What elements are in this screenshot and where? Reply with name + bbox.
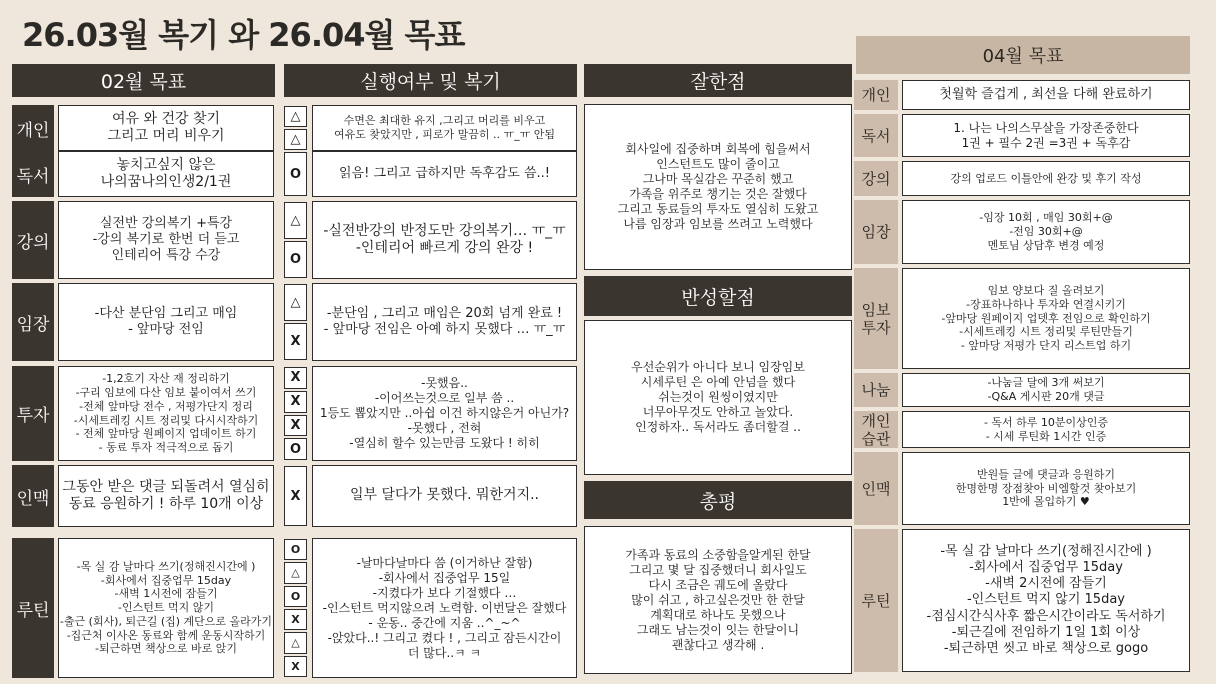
status-mark: X (284, 391, 307, 413)
review-text: -날마다날마다 씀 (이거하난 잘함) -회사에서 집중업무 15일 -지켰다가 보다 기절했다 … -인스턴트 먹지않으려 노력함. 이번달은 잘했다 - 운동.. 중간에 지움 ..^_~^ -앉았다..! 그리고 켰다 ! , 그리고 잠든시간이 더 많다..ㅋ ㅋ (312, 538, 577, 678)
good-text: 회사일에 집중하며 회복에 힘을써서 인스턴트도 많이 줄이고 그나마 목실감은 꾸준히 했고 가족을 위주로 챙기는 것은 잘했다 그리고 동료들의 투자도 열심히 도왔고 나름 임장과 임보를 쓰려고 노력했다 (584, 104, 852, 270)
review-text: 수면은 최대한 유지 ,그리고 머리를 비우고 여유도 찾았지만 , 피로가 말끔히 .. ㅠ_ㅠ 안됨 (312, 105, 577, 151)
status-mark: O (284, 241, 307, 278)
status-mark: X (284, 656, 307, 677)
next-category-label: 개인 습관 (854, 411, 898, 448)
review-text: -분단임 , 그리고 매임은 20회 넘게 완료 ! - 앞마당 전임은 아예 하지 못했다 … ㅠ_ㅠ (312, 283, 577, 361)
next-category-label: 인맥 (854, 452, 898, 525)
header-good: 잘한점 (584, 64, 852, 97)
next-goal-text: 첫월학 즐겁게 , 최선을 다해 완료하기 (902, 80, 1190, 110)
status-mark: O (284, 539, 307, 560)
goal-text: -다산 분단임 그리고 매임 - 앞마당 전임 (58, 283, 274, 361)
next-category-label: 임보 투자 (854, 268, 898, 369)
next-goal-text: 1. 나는 나의스무살을 가장존중한다 1권 + 필수 2권 =3권 + 독후감 (902, 114, 1190, 157)
category-label: 루틴 (12, 538, 54, 678)
category-label: 개인 (12, 105, 54, 151)
next-goal-text: 반원들 글에 댓글과 응원하기 한명한명 장점찾아 비엠할것 찾아보기 1반에 몰입하기 ♥ (902, 452, 1190, 525)
goal-text: -1,2호기 자산 재 정리하기 -구리 임보에 다산 임보 붙이여서 쓰기 -전체 앞마당 전수 , 저평가단지 정리 -시세트레킹 시트 정리및 다시시작하기 - 전체 앞마당 원페이지 업데이트 하기 - 동료 투자 적극적으로 돕기 (58, 366, 274, 461)
next-goal-text: -나눔글 달에 3개 써보기 -Q&A 게시판 20개 댓글 (902, 373, 1190, 407)
next-category-label: 독서 (854, 114, 898, 157)
summary-text: 가족과 동료의 소중함을알게된 한달 그리고 몇 달 집중했더니 회사일도 다시 조금은 궤도에 올랐다 많이 쉬고 , 하고싶은것만 한 한달 계획대로 하나도 못했으나 그래도 남는것이 잇는 한달이니 괜찮다고 생각해 . (584, 526, 852, 674)
next-goal-text: - 독서 하루 10분이상인증 - 시세 루틴화 1시간 인증 (902, 411, 1190, 448)
status-mark: O (284, 152, 307, 196)
category-label: 투자 (12, 366, 54, 461)
header-review: 실행여부 및 복기 (284, 64, 577, 97)
status-mark: X (284, 367, 307, 389)
category-label: 강의 (12, 201, 54, 279)
review-text: -못했음.. -이어쓰는것으로 일부 씀 .. 1등도 뽑았지만 ..아쉽 이건 하지않은거 아닌가? -못했다 , 전혀 -열심히 할수 있는만큼 도왔다 ! 히히 (312, 366, 577, 461)
status-mark: △ (284, 106, 307, 127)
status-mark: X (284, 609, 307, 630)
category-label: 독서 (12, 151, 54, 197)
next-goal-text: 임보 양보다 질 올려보기 -장표하나하나 투자와 연결시키기 -앞마당 원페이지 업뎃후 전임으로 확인하기 -시세트레킹 시트 정리및 루틴만들기 - 앞마당 저평가 단지 리스트업 하기 (902, 268, 1190, 369)
header-reflect: 반성할점 (584, 276, 852, 316)
header-next: 04월 목표 (856, 36, 1190, 74)
review-text: 읽음! 그리고 급하지만 독후감도 씀..! (312, 151, 577, 197)
goal-text: 실전반 강의복기 +특강 -강의 복기로 한번 더 듣고 인테리어 특강 수강 (58, 201, 274, 279)
next-category-label: 강의 (854, 161, 898, 196)
review-text: -실전반강의 반정도만 강의복기… ㅠ_ㅠ -인테리어 빠르게 강의 완강 ! (312, 201, 577, 279)
next-goal-text: -목 실 감 날마다 쓰기(정해진시간에 ) -회사에서 집중업무 15day -새벽 2시전에 잠들기 -인스턴트 먹지 않기 15day -점심시간식사후 짧은시간이라도 독서하기 -퇴근길에 전임하기 1일 1회 이상 -퇴근하면 씻고 바로 책상으로 gogo (902, 529, 1190, 672)
status-mark: △ (284, 632, 307, 653)
status-mark: X (284, 415, 307, 437)
review-text: 일부 달다가 못했다. 뭐한거지.. (312, 465, 577, 527)
status-mark: X (284, 466, 307, 526)
goal-text: -목 실 감 날마다 쓰기(정해진시간에 ) -회사에서 집중업무 15day -새벽 1시전에 잠들기 -인스턴트 먹지 않기 -출근 (회사), 퇴근길 (집) 계단으로 올라가기 -집근처 이사온 동료와 함께 운동시작하기 -퇴근하면 책상으로 바로 앉기 (58, 538, 274, 678)
goal-text: 그동안 받은 댓글 되돌려서 열심히 동료 응원하기 ! 하루 10개 이상 (58, 465, 274, 527)
status-mark: △ (284, 202, 307, 239)
header-goal: 02월 목표 (12, 64, 275, 97)
next-category-label: 개인 (854, 80, 898, 110)
next-category-label: 나눔 (854, 373, 898, 407)
next-category-label: 임장 (854, 200, 898, 264)
next-goal-text: 강의 업로드 이틀안에 완강 및 후기 작성 (902, 161, 1190, 196)
next-goal-text: -임장 10회 , 매임 30회+@ -전임 30회+@ 멘토님 상담후 변경 예정 (902, 200, 1190, 264)
next-category-label: 루틴 (854, 529, 898, 672)
status-mark: O (284, 438, 307, 460)
status-mark: △ (284, 129, 307, 150)
status-mark: X (284, 323, 307, 360)
category-label: 인맥 (12, 465, 54, 527)
status-mark: O (284, 586, 307, 607)
reflect-text: 우선순위가 아니다 보니 임장임보 시세루틴 은 아예 안넘을 했다 쉬는것이 원씽이였지만 너무아무것도 안하고 놀았다. 인정하자.. 독서라도 좀더할걸 .. (584, 320, 852, 475)
header-summary: 총평 (584, 481, 852, 519)
status-mark: △ (284, 284, 307, 321)
category-label: 임장 (12, 283, 54, 361)
goal-text: 여유 와 건강 찾기 그리고 머리 비우기 (58, 105, 274, 151)
status-mark: △ (284, 562, 307, 583)
page-title: 26.03월 복기 와 26.04월 목표 (22, 16, 465, 54)
goal-text: 놓치고싶지 않은 나의꿈나의인생2/1권 (58, 151, 274, 197)
